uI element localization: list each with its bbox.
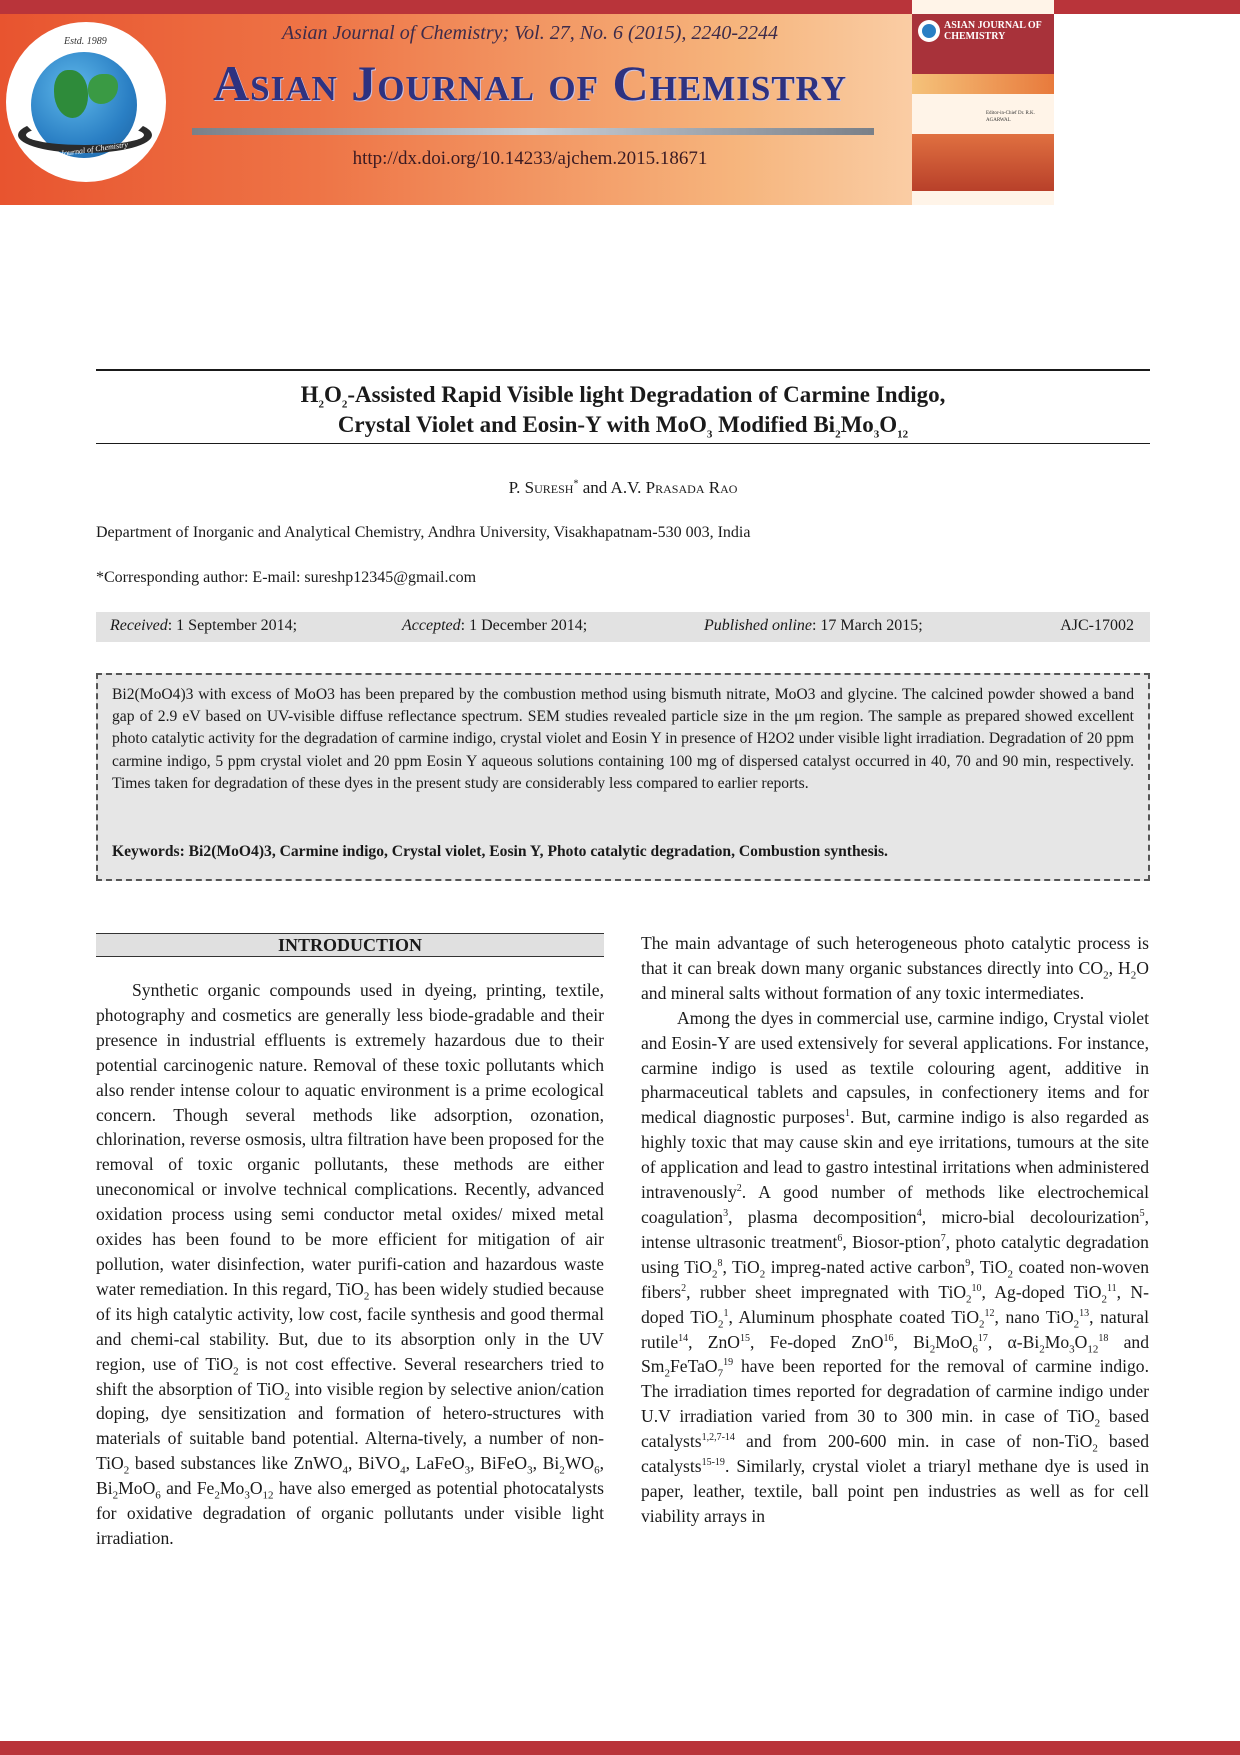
cover-editor: Editor-in-Chief Dr. R.K. AGARWAL <box>986 111 1035 123</box>
authors: P. Suresh* and A.V. Prasada Rao <box>508 478 738 497</box>
logo-estd: Estd. 1989 <box>64 36 107 47</box>
cover-lab-image <box>912 134 1054 191</box>
keywords: Keywords: Bi2(MoO4)3, Carmine indigo, Crystal violet, Eosin Y, Photo catalytic degradation, Combustion synthesis. <box>112 843 888 860</box>
cover-logo-icon <box>918 20 940 42</box>
dates-band <box>96 612 1150 642</box>
accepted-date: Accepted: 1 December 2014; <box>402 617 588 634</box>
journal-citation-line: Asian Journal of Chemistry; Vol. 27, No. 6 (2015), 2240-2244 <box>281 22 779 44</box>
logo-ring-text: Asian Journal of Chemistry <box>39 139 129 162</box>
article-code: AJC-17002 <box>1060 617 1134 634</box>
introduction-heading: INTRODUCTION <box>96 933 604 957</box>
journal-cover-thumbnail <box>912 0 1054 205</box>
journal-banner <box>0 0 1054 205</box>
title-rule <box>192 128 874 135</box>
banner-top-bar <box>0 0 1054 14</box>
corresponding-author: *Corresponding author: E-mail: sureshp12345@gmail.com <box>96 569 477 586</box>
continent-shape <box>54 70 88 118</box>
abstract-text: Bi2(MoO4)3 with excess of MoO3 has been prepared by the combustion method using bismuth nitrate, MoO3 and glycine. The calcined powder showed a band gap of 2.9 eV based on UV-visible diffuse reflectance spectrum. SEM studies revealed particle size in the μm region. The sample as prepared showed excellent photo catalytic activity for the degradation of carmine indigo, crystal violet and Eosin Y in presence of H2O2 under visible light irradiation. Degradation of 20 ppm carmine indigo, 5 ppm crystal violet and 20 ppm Eosin Y aqueous solutions containing 100 mg of dispersed catalyst occurred in 40, 70 and 90 min, respectively. Times taken for degradation of these dyes in the present study are considerably less compared to earlier reports. <box>112 686 1134 792</box>
cover-title: ASIAN JOURNAL OF CHEMISTRY <box>944 20 1042 42</box>
journal-logo <box>6 22 166 182</box>
divider <box>96 369 1150 371</box>
received-date: Received: 1 September 2014; <box>110 617 298 634</box>
published-date: Published online: 17 March 2015; <box>704 617 923 634</box>
affiliation: Department of Inorganic and Analytical Chemistry, Andhra University, Visakhapatnam-530 003, India <box>96 524 751 541</box>
divider <box>96 443 1150 444</box>
intro-left-column: Synthetic organic compounds used in dyeing, printing, textile, photography and cosmetics are generally less biode-gradable and their presence in industrial effluents is extremely hazardous due to their potential carcinogenic nature. Removal of these toxic pollutants which also render intense colour to aquatic environment is a prime ecological concern. Though several methods like adsorption, ozonation, chlorination, reverse osmosis, ultra filtration have been proposed for the removal of toxic organic pollutants, these methods are either uneconomical or involve technical complications. Recently, advanced oxidation process using semi conductor metal oxides/ mixed metal oxides has been found to be more efficient for mitigation of air pollution, water disinfection, water purifi-cation and hazardous waste water remediation. In this regard, TiO$_2$ has been widely studied because of its high catalytic activity, low cost, facile synthesis and good thermal and chemi-cal stability. But, due to its absorption only in the UV region, use of TiO$_2$ is not cost effective. Several researchers tried to shift the absorption of TiO$_2$ into visible region by selective anion/cation doping, dye sensitization and formation of hetero-structures with materials of suitable band potential. Alterna-tively, a number of non-TiO$_2$ based substances like ZnWO$_4$, BiVO$_4$, LaFeO$_3$, BiFeO$_3$, $Bi_2WO_6$, $Bi_2MoO_6$ and $Fe_2Mo_3O_{12}$ have also emerged as potential photocatalysts for oxidative degradation of organic pollutants under visible light irradiation. <box>96 980 604 1548</box>
intro-right-column: The main advantage of such heterogeneous photo catalytic process is that it can break down many organic substances directly into $CO_2$, $H_2O$ and mineral salts without formation of any toxic intermediates. Among the dyes in commercial use, carmine indigo, Crystal violet and Eosin-Y are used extensively for several applications. For instance, carmine indigo is used as textile colouring agent, additive in pharmaceutical tablets and capsules, in confectionery items and for medical diagnostic purposes$^1$. But, carmine indigo is also regarded as highly toxic that may cause skin and eye irritations, tumours at the site of application and lead to gastro intestinal irritations when administered intravenously$^2$. A good number of methods like electrochemical coagulation$^3$, plasma decomposition$^4$, micro-bial decolourization$^5$, intense ultrasonic treatment$^6$, Biosor-ption$^7$, photo catalytic degradation using TiO$_2^8$, TiO$_2$ impreg-nated active carbon$^9$, TiO$_2$ coated non-woven fibers$^2$, rubber sheet impregnated with TiO$_2^{10}$, Ag-doped TiO$_2^{11}$, N-doped TiO$_2^1$, Aluminum phosphate coated TiO$_2^{12}$, nano TiO$_2^{13}$, natural rutile$^{14}$, ZnO$^{15}$, Fe-doped ZnO$^{16}$, $Bi_2MoO_6^{17}$, $\alpha-Bi_2Mo_3O_{12}^{18}$ and $Sm_2FeTaO_7^{19}$ have been reported for the removal of carmine indigo. The irradiation times reported for degradation of carmine indigo under U.V irradiation varied from 30 to 300 min. in case of TiO$_2$ based catalysts$^{1,2,7-14}$ and from 200-600 min. in case of non-TiO$_2$ based catalysts$^{15-19}$. Similarly, crystal violet a triaryl methane dye is used in paper, leather, textile, ball point pen industries as well as for cell viability arrays in <box>641 933 1149 1526</box>
article-title: $H_2O_2$-Assisted Rapid Visible light Degradation of Carmine Indigo, Crystal Violet and Eosin-Y with MoO$_3$ Modified $Bi_2Mo_3O_{12}$ <box>300 382 946 441</box>
doi-link[interactable]: http://dx.doi.org/10.14233/ajchem.2015.18671 <box>352 148 708 169</box>
cover-swoosh <box>912 74 1054 94</box>
journal-title: Asian Journal of Chemistry <box>213 55 847 111</box>
